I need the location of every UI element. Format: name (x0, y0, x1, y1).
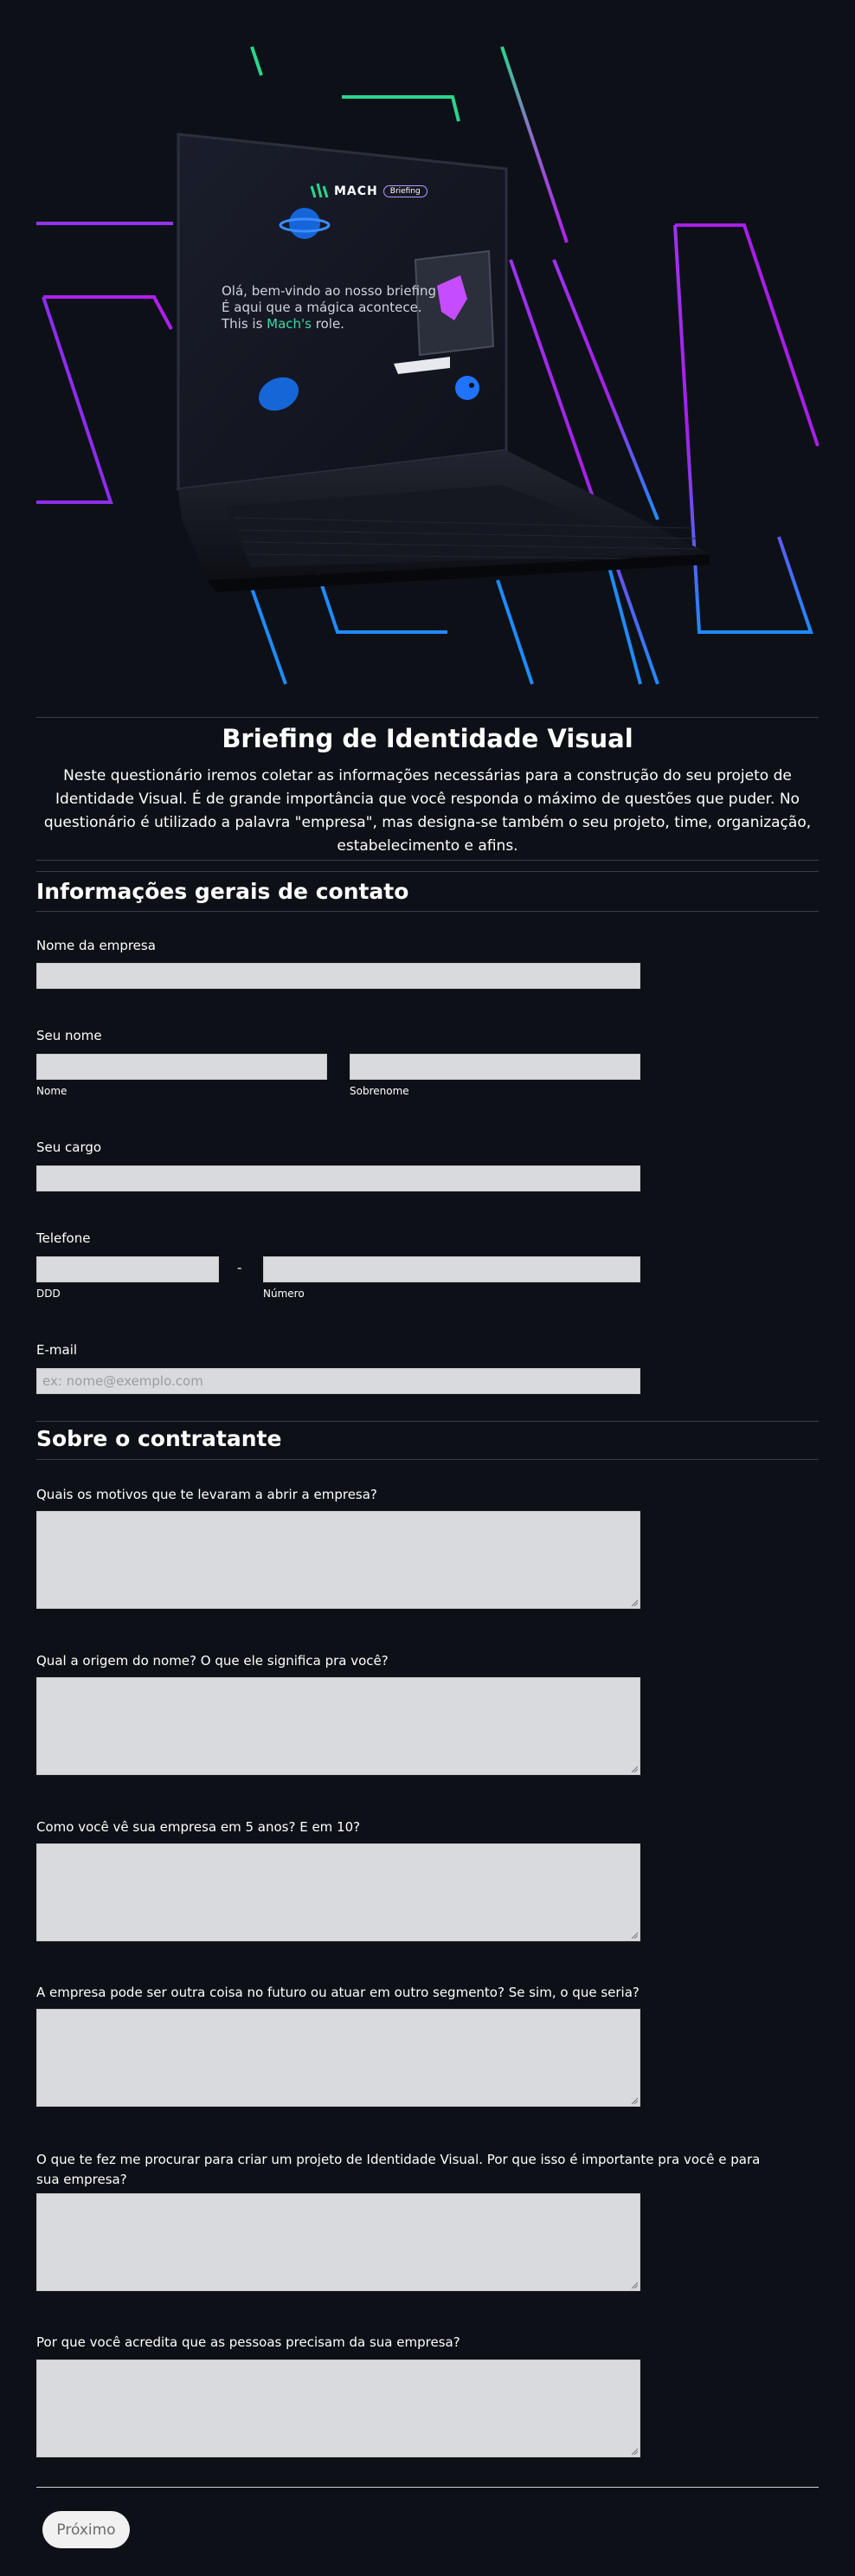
last-name-sublabel: Sobrenome (350, 1085, 409, 1097)
last-name-input[interactable] (350, 1055, 640, 1079)
question-1-textarea[interactable] (36, 1511, 640, 1609)
ddd-field[interactable] (36, 1256, 219, 1282)
email-field[interactable] (36, 1368, 640, 1394)
resize-grip-icon[interactable] (631, 1599, 638, 1606)
brand-name: MACH (334, 184, 378, 198)
question-4-textarea[interactable] (36, 2009, 640, 2107)
company-input[interactable] (37, 964, 640, 988)
divider (36, 2487, 819, 2488)
role-field[interactable] (36, 1165, 640, 1191)
section-title-contact: Informações gerais de contato (36, 879, 409, 904)
divider (36, 911, 819, 912)
divider (36, 1421, 819, 1422)
phone-number-input[interactable] (264, 1257, 640, 1282)
screen-line-1: Olá, bem-vindo ao nosso briefing (222, 283, 437, 299)
question-5-textarea[interactable] (36, 2193, 640, 2291)
screen-line-3-accent: Mach's (267, 316, 312, 332)
question-6-textarea[interactable] (36, 2360, 640, 2457)
screen-line-3-suffix: role. (312, 316, 344, 332)
ddd-input[interactable] (37, 1257, 218, 1282)
screen-line-3-prefix: This is (222, 316, 267, 332)
email-label: E-mail (36, 1342, 78, 1358)
divider (36, 871, 819, 872)
role-label: Seu cargo (36, 1140, 102, 1155)
page-title: Briefing de Identidade Visual (222, 724, 633, 753)
next-button[interactable]: Próximo (42, 2511, 130, 2548)
question-6-label: Por que você acredita que as pessoas precisam da sua empresa? (36, 2334, 460, 2350)
number-sublabel: Número (263, 1288, 305, 1300)
name-label: Seu nome (36, 1028, 102, 1043)
hero-illustration (0, 0, 855, 710)
brand-tag: Briefing (383, 185, 428, 197)
section-title-about: Sobre o contratante (36, 1426, 282, 1451)
company-label: Nome da empresa (36, 938, 156, 953)
resize-grip-icon[interactable] (631, 1766, 638, 1772)
first-name-sublabel: Nome (36, 1085, 68, 1097)
divider (36, 860, 819, 861)
phone-separator: - (237, 1260, 242, 1275)
first-name-input[interactable] (37, 1055, 326, 1079)
laptop-screen-text (222, 283, 436, 332)
divider (36, 1459, 819, 1460)
question-3-label: Como você vê sua empresa em 5 anos? E em 10? (36, 1819, 361, 1835)
question-3-textarea[interactable] (36, 1843, 640, 1941)
company-field[interactable] (36, 963, 640, 989)
intro-text: Neste questionário iremos coletar as informações necessárias para a construção do seu projeto de Identidade Visual. É de grande importância que você responda o máximo de questões que puder. No questionário é utilizado a palavra "empresa", mas designa-se também o seu projeto, time, organização, estabelecimento e afins. (43, 767, 812, 855)
resize-grip-icon[interactable] (631, 1932, 638, 1939)
ddd-sublabel: DDD (36, 1288, 61, 1300)
laptop-illustration (178, 134, 710, 592)
question-5-label: O que te fez me procurar para criar um projeto de Identidade Visual. Por que isso é importante pra você e para sua empresa? (36, 2152, 761, 2187)
question-4-label: A empresa pode ser outra coisa no futuro ou atuar em outro segmento? Se sim, o que seria? (36, 1985, 640, 2000)
last-name-field[interactable] (350, 1054, 640, 1080)
first-name-field[interactable] (36, 1054, 327, 1080)
email-input[interactable] (37, 1369, 640, 1393)
phone-label: Telefone (36, 1230, 91, 1246)
resize-grip-icon[interactable] (631, 2448, 638, 2455)
role-input[interactable] (37, 1166, 640, 1191)
brand-logo (334, 184, 428, 198)
divider (36, 717, 819, 718)
question-2-textarea[interactable] (36, 1677, 640, 1775)
screen-line-3 (222, 316, 436, 332)
resize-grip-icon[interactable] (631, 2282, 638, 2289)
screen-line-2: É aqui que a mágica acontece. (222, 300, 422, 315)
question-2-label: Qual a origem do nome? O que ele significa pra você? (36, 1653, 389, 1669)
phone-number-field[interactable] (263, 1256, 640, 1282)
hero-banner (0, 0, 855, 710)
question-1-label: Quais os motivos que te levaram a abrir a empresa? (36, 1487, 377, 1502)
resize-grip-icon[interactable] (631, 2097, 638, 2104)
